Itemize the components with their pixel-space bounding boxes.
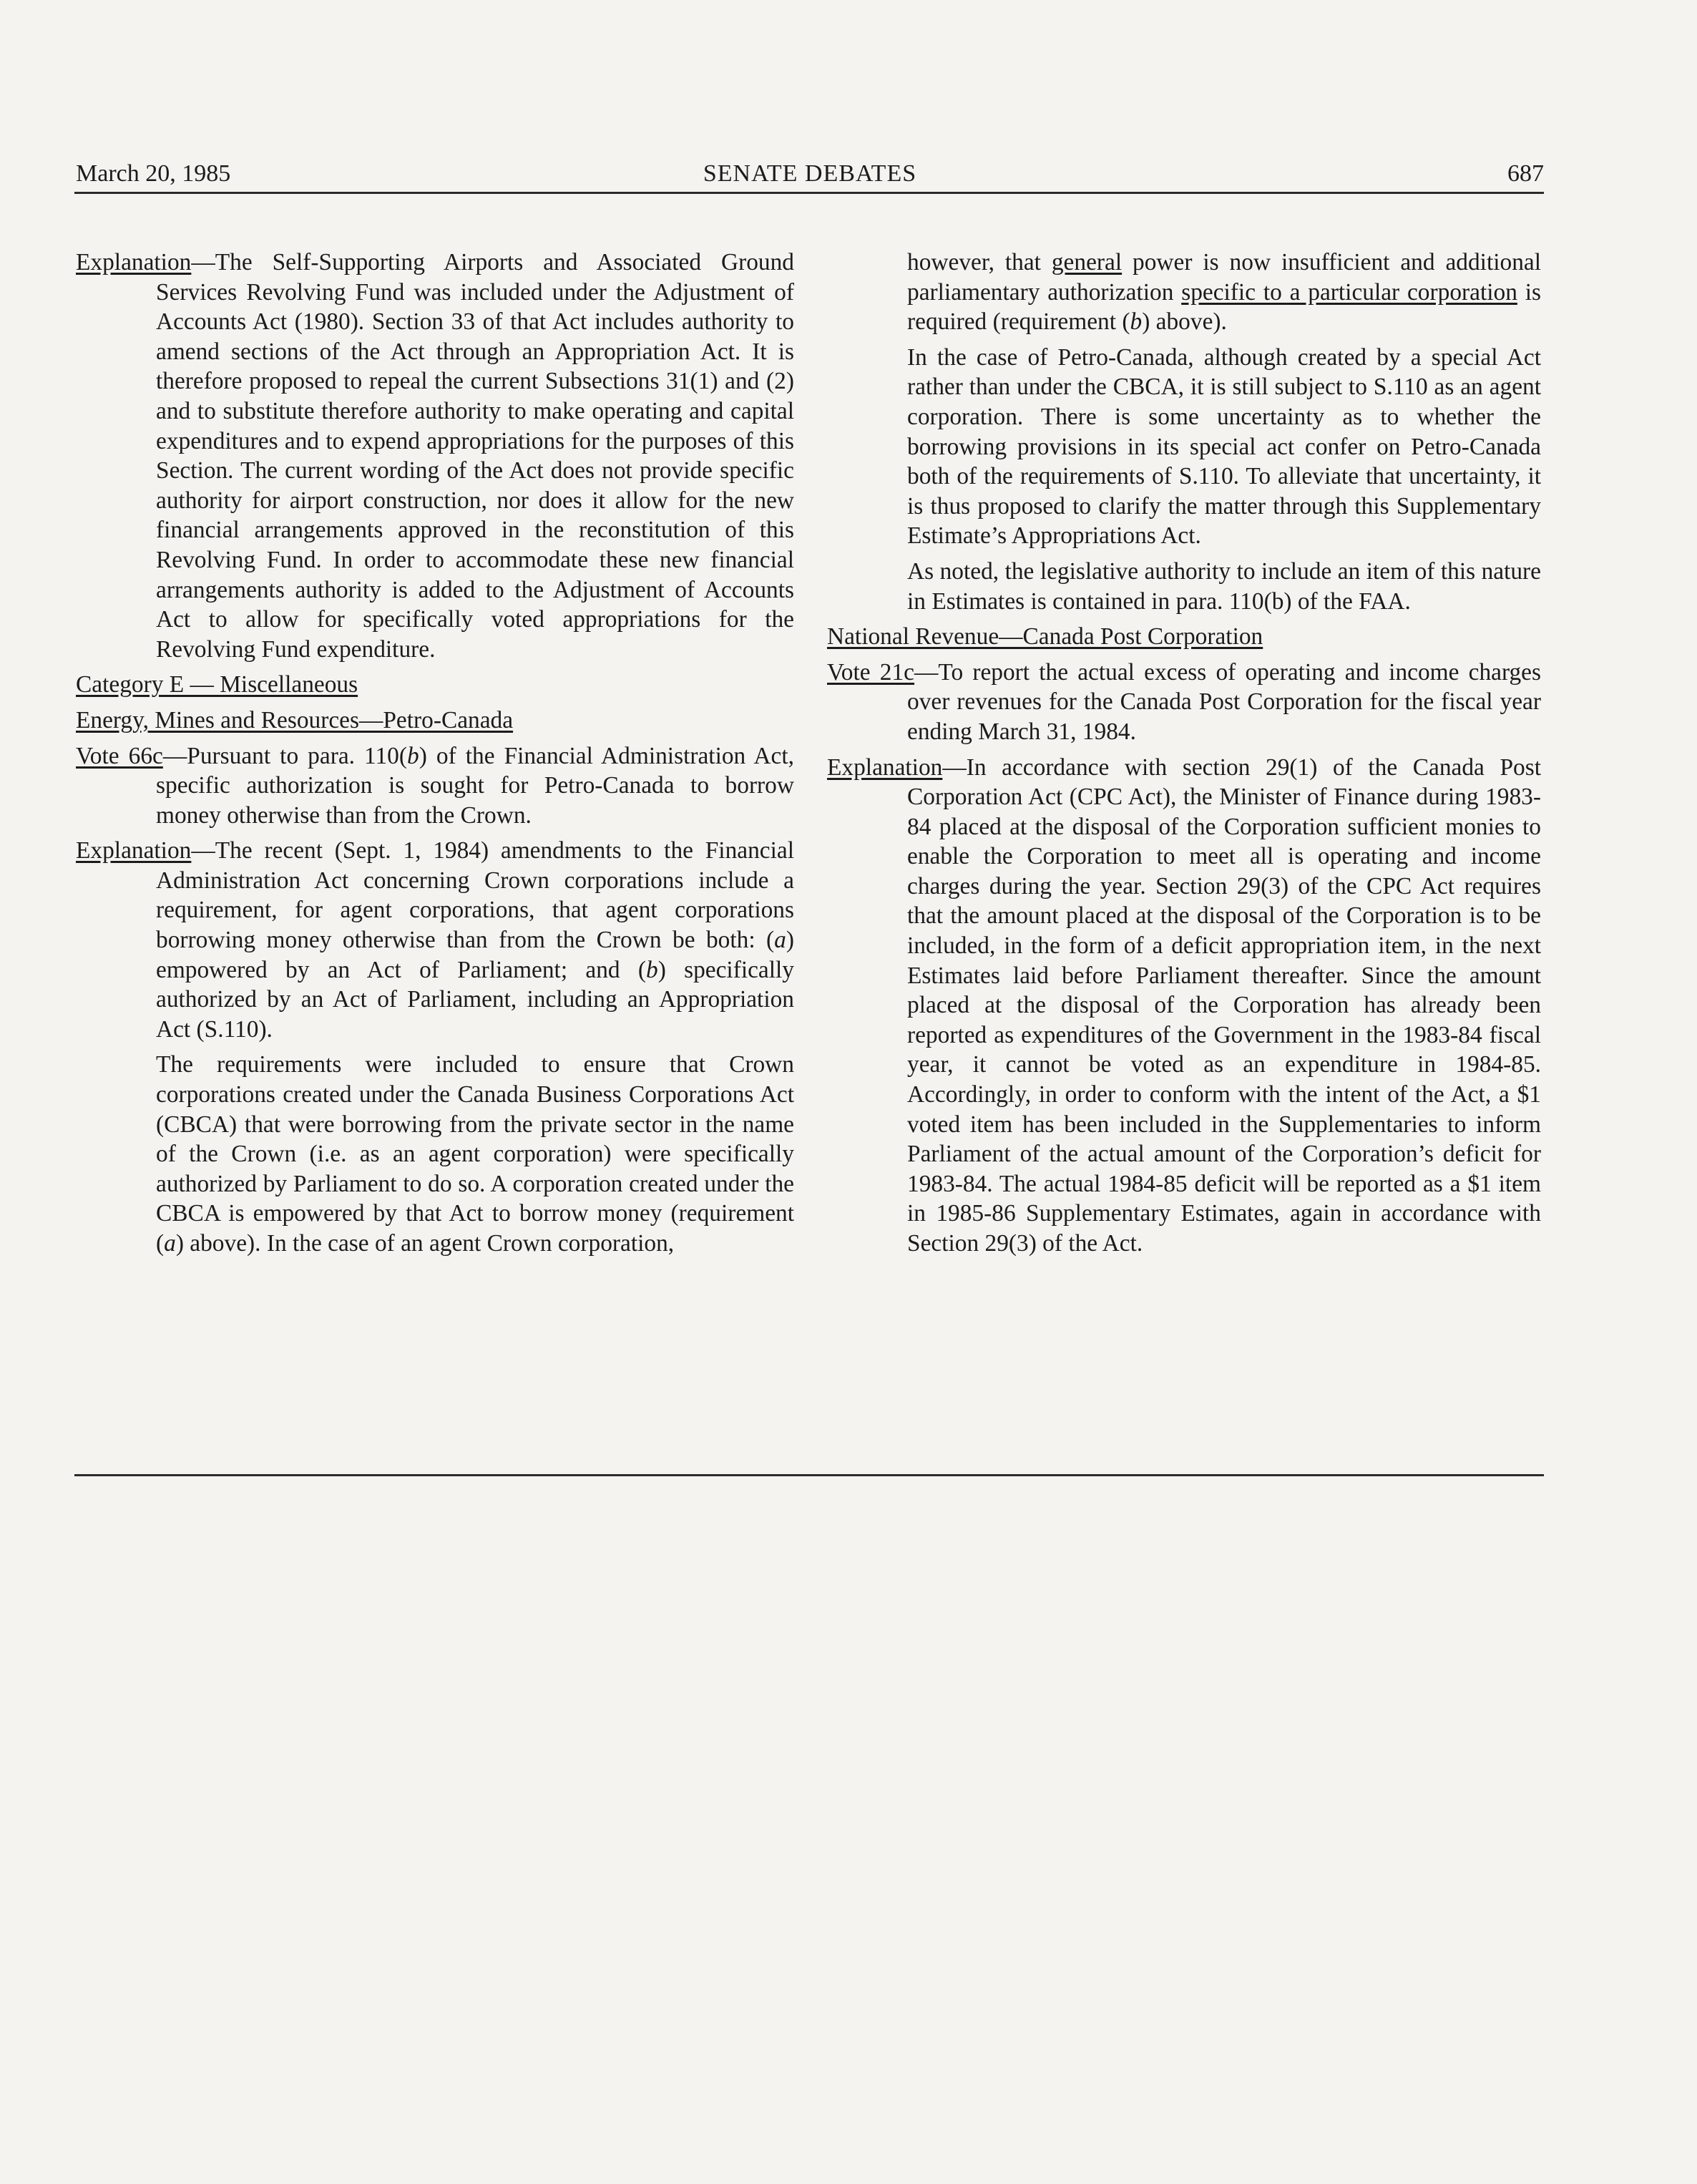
explanation-label: Explanation xyxy=(827,754,943,781)
general-emphasis: general xyxy=(1051,249,1123,276)
revenue-heading xyxy=(827,622,1541,652)
vote-66c xyxy=(76,741,794,831)
petro-canada-paragraph: In the case of Petro-Canada, although created by a special Act rather than under the CBCA, it is still subject to S.110 as an agent corporation. There is some uncertainty as to whether the borrowing provisions in its special act confer on Petro-Canada both of the requirements of S.110. To alleviate that uncertainty, it is thus proposed to clarify the matter through this Supplementary Estimate’s Appropriations Act. xyxy=(907,343,1541,550)
footer-rule xyxy=(74,1474,1544,1476)
running-head xyxy=(76,156,1544,192)
revenue-heading-text: National Revenue—Canada Post Corporation xyxy=(827,623,1263,650)
vote-21c-text: —To report the actual excess of operating and income charges over revenues for the Canada Post Corporation for the fiscal year ending March 31, 1984. xyxy=(907,658,1541,745)
explanation-text: —The recent (Sept. 1, 1984) amendments to the Financial Administration Act concerning Crown corporations include a requirement, for agent corporations, that agent corporations borrowing money otherwise than from the Crown be both: ( xyxy=(156,837,794,954)
explanation-label: Explanation xyxy=(76,249,192,276)
specific-emphasis: specific to a particular corporation xyxy=(1181,278,1517,306)
explanation-airports xyxy=(76,248,794,664)
explanation-a: a xyxy=(774,927,786,954)
explanation-label: Explanation xyxy=(76,837,192,864)
right-column xyxy=(827,248,1541,1264)
category-heading xyxy=(76,670,794,700)
explanation-text: —In accordance with section 29(1) of the Canada Post Corporation Act (CPC Act), the Minister of Finance during 1983-84 placed at the disposal of the Corporation sufficient monies to enable the Corporation to meet all is operating and income charges during the year. Section 29(3) of the CPC Act requires that the amount placed at the disposal of the Corporation is to be included, in the form of a deficit appropriation item, in the next Estimates laid before Parliament thereafter. Since the amount placed at the disposal of the Corporation has already been reported as expenditures of the Government in the 1983-84 fiscal year, it cannot be voted as an expenditure in 1984-85. Accordingly, in order to conform with the intent of the Act, a $1 voted item has been included in the Supplementaries to inform Parliament of the actual amount of the Corporation’s deficit for 1983-84. The actual 1984-85 deficit will be reported as a $1 item in 1985-86 Supplementary Estimates, again in accordance with Section 29(3) of the Act. xyxy=(907,754,1541,1257)
vote-66c-label: Vote 66c xyxy=(76,742,163,769)
explanation-canada-post xyxy=(827,753,1541,1259)
vote-66c-text-b: ) of the Financial Administration Act, specific authorization is sought for Petro-Canada to borrow money otherwise than from the Crown. xyxy=(156,742,794,829)
category-heading-text: Category E — Miscellaneous xyxy=(76,671,358,698)
continuation-text-d: ) above). xyxy=(1142,308,1227,336)
energy-heading-text: Energy, Mines and Resources—Petro-Canada xyxy=(76,706,514,733)
explanation-b: b xyxy=(646,956,658,983)
left-column xyxy=(76,248,794,1264)
explanation-crown xyxy=(76,836,794,1044)
explanation-text: —The Self-Supporting Airports and Associated Ground Services Revolving Fund was included under the Adjustment of Accounts Act (1980). Section 33 of that Act includes authority to amend sections of the Act through an Appropriation Act. It is therefore proposed to repeal the current Subsections 31(1) and (2) and to substitute therefore authority to make operating and capital expenditures and to expend appropriations for the purposes of this Section. The current wording of the Act does not provide specific authority for airport construction, nor does it allow for the new financial arrangements approved in the reconstitution of this Revolving Fund. In order to accommodate these new financial arrangements authority is added to the Adjustment of Accounts Act to allow for specifically voted appropriations for the Revolving Fund expenditure. xyxy=(156,249,794,663)
explanation-text-b: ) empowered by an Act of Parliament; and ( xyxy=(156,927,794,983)
header-page-number: 687 xyxy=(1507,160,1544,187)
vote-21c-label: Vote 21c xyxy=(827,658,915,686)
continuation-text: however, that xyxy=(907,249,1052,276)
continuation-text-c: is required (requirement ( xyxy=(907,278,1541,336)
continuation-paragraph xyxy=(827,248,1541,337)
continuation-text-b: power is now insufficient and additional parliamentary authorization xyxy=(907,249,1541,306)
vote-21c xyxy=(827,658,1541,747)
requirements-a: a xyxy=(164,1230,176,1257)
header-rule xyxy=(74,192,1544,194)
header-date: March 20, 1985 xyxy=(76,160,231,187)
requirements-text: The requirements were included to ensure that Crown corporations created under the Canada Business Corporations Act (CBCA) that were borrowing from the private sector in the name of the Crown (i.e. as an agent corporation) were specifically authorized by Parliament to do so. A corporation created under the CBCA is empowered by that Act to borrow money (requirement ( xyxy=(156,1051,794,1257)
energy-heading xyxy=(76,706,794,736)
vote-66c-b: b xyxy=(407,742,419,769)
vote-66c-text: —Pursuant to para. 110( xyxy=(162,742,408,769)
as-noted-paragraph: As noted, the legislative authority to include an item of this nature in Estimates is contained in para. 110(b) of the FAA. xyxy=(907,557,1541,615)
continuation-b: b xyxy=(1130,308,1143,336)
requirements-text-b: ) above). In the case of an agent Crown corporation, xyxy=(175,1230,675,1257)
explanation-text-c: ) specifically authorized by an Act of Parliament, including an Appropriation Act (S.110). xyxy=(156,956,794,1043)
requirements-paragraph xyxy=(76,1050,794,1258)
header-title: SENATE DEBATES xyxy=(703,160,917,187)
